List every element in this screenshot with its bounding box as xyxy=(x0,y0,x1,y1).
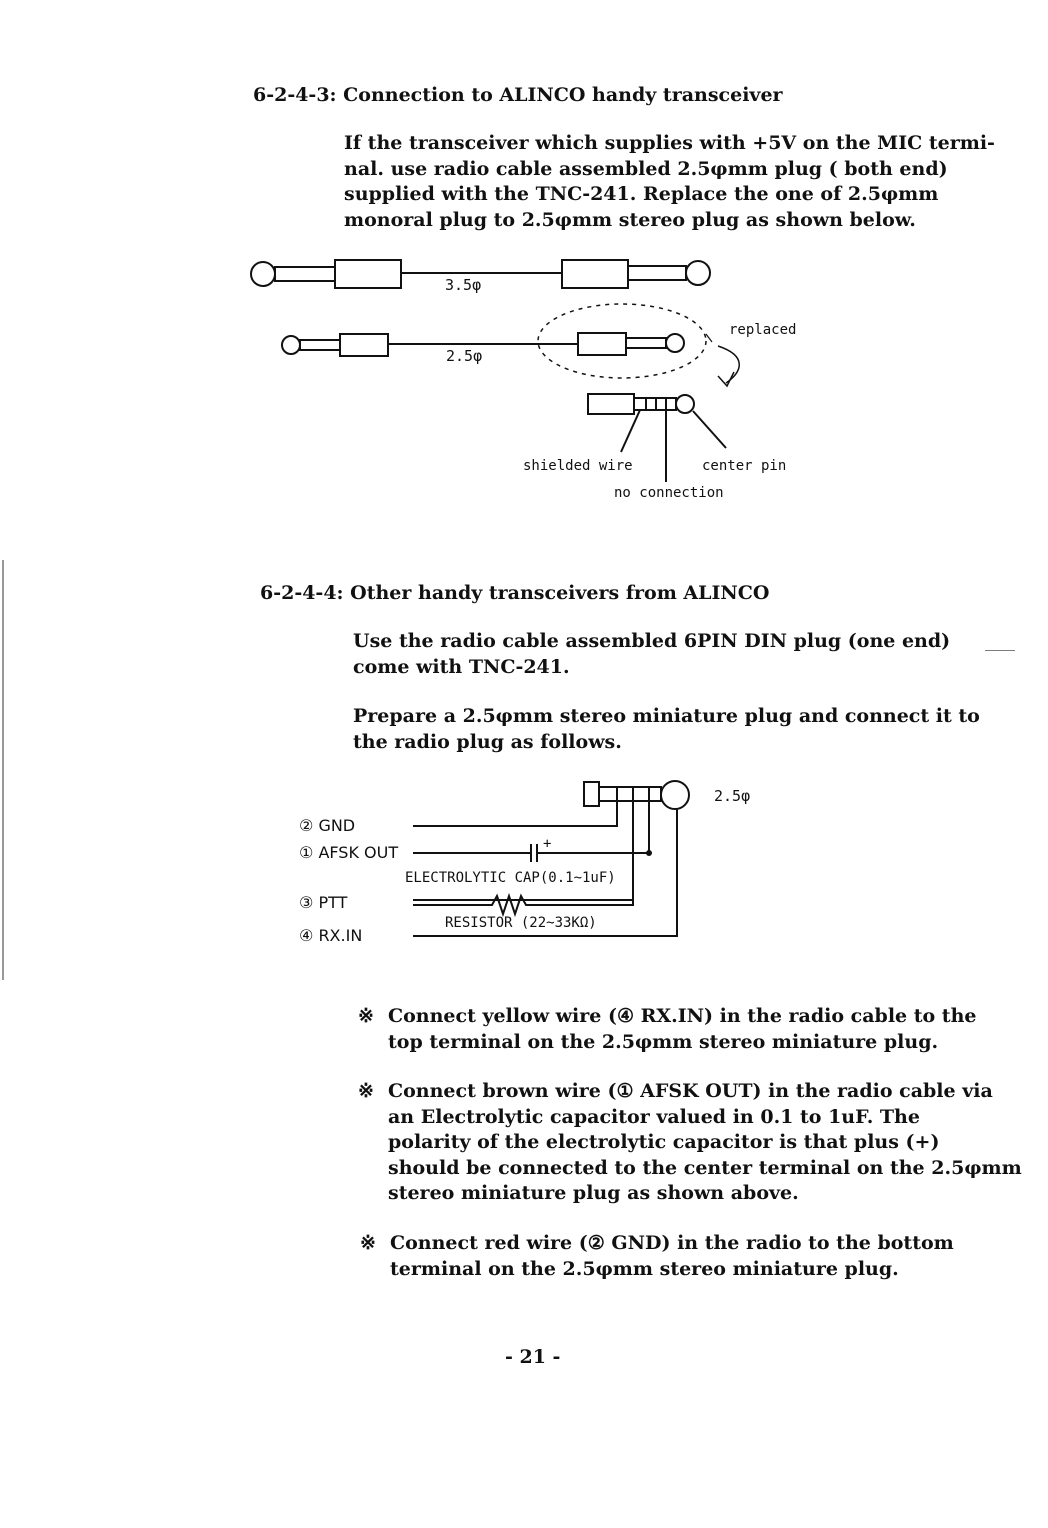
note-line: Connect brown wire (① AFSK OUT) in the radio cable via xyxy=(388,1080,993,1102)
pin-number: ③ xyxy=(299,893,314,912)
plug-25-label: 2.5φ xyxy=(714,787,751,805)
stereo-plug-tip-2 xyxy=(661,781,689,809)
stereo-plug-shaft-2 xyxy=(599,787,661,801)
scan-mark-right xyxy=(985,650,1015,651)
note-brown-wire xyxy=(358,1079,1022,1207)
pin-afsk-out xyxy=(299,843,398,862)
note-line: Connect red wire (② GND) in the radio to the bottom xyxy=(390,1232,954,1254)
pin-name: RX.IN xyxy=(318,926,363,945)
shielded-wire-label: shielded wire xyxy=(523,458,633,474)
note-line: terminal on the 2.5φmm stereo miniature plug. xyxy=(390,1257,899,1280)
plug-shaft-right-35 xyxy=(628,266,686,280)
note-line: should be connected to the center terminal on the 2.5φmm xyxy=(388,1156,1022,1179)
section-heading-6-2-4-3: 6-2-4-3: Connection to ALINCO handy transceiver xyxy=(253,84,783,106)
scan-edge-left xyxy=(2,560,4,980)
note-line: an Electrolytic capacitor valued in 0.1 to 1uF. The xyxy=(388,1105,920,1128)
replaced-label: replaced xyxy=(729,322,797,338)
paragraph-line: monoral plug to 2.5φmm stereo plug as shown below. xyxy=(344,208,916,231)
note-yellow-wire xyxy=(358,1004,977,1055)
pin-name: PTT xyxy=(318,893,348,912)
note-red-wire xyxy=(360,1231,954,1282)
note-line: top terminal on the 2.5φmm stereo miniature plug. xyxy=(388,1030,939,1053)
paragraph-line: the radio plug as follows. xyxy=(353,730,622,753)
replaced-outline xyxy=(538,304,706,378)
pin-name: GND xyxy=(318,816,356,835)
note-line: polarity of the electrolytic capacitor is that plus (+) xyxy=(388,1131,940,1153)
ptt-wire xyxy=(413,896,633,914)
paragraph-line: If the transceiver which supplies with +5V on the MIC termi- xyxy=(344,132,995,154)
pin-number: ④ xyxy=(299,926,314,945)
gnd-wire xyxy=(413,801,617,826)
afsk-junction xyxy=(646,850,652,856)
plug-shaft-left-25 xyxy=(300,340,340,350)
note-line: Connect yellow wire (④ RX.IN) in the radio cable to the xyxy=(388,1005,977,1027)
pin-ptt xyxy=(299,893,347,912)
paragraph-line: come with TNC-241. xyxy=(353,655,570,678)
plug-body-left-35 xyxy=(335,260,401,288)
center-pin-label: center pin xyxy=(702,458,787,474)
cap-plus-sign: + xyxy=(543,836,552,852)
plug-tip-right-35 xyxy=(686,261,710,285)
plug-shaft-left-35 xyxy=(275,267,335,281)
stereo-plug-body xyxy=(588,394,634,414)
paragraph-line: Use the radio cable assembled 6PIN DIN plug (one end) xyxy=(353,630,951,652)
paragraph-line: nal. use radio cable assembled 2.5φmm plug ( both end) xyxy=(344,157,948,180)
pin-number: ① xyxy=(299,843,314,862)
plug-tip-left-25 xyxy=(282,336,300,354)
resistor-label: RESISTOR (22~33KΩ) xyxy=(445,915,597,931)
cable-35-label: 3.5φ xyxy=(445,276,482,294)
pin-name: AFSK OUT xyxy=(318,843,399,862)
plug-body-right-35 xyxy=(562,260,628,288)
plug-shaft-right-25 xyxy=(626,338,666,348)
paragraph-line: Prepare a 2.5φmm stereo miniature plug and connect it to xyxy=(353,705,980,727)
section2-paragraph-2 xyxy=(353,704,980,755)
pin-gnd xyxy=(299,816,355,835)
section2-paragraph-1 xyxy=(353,629,950,680)
reference-mark-icon: ※ xyxy=(358,1005,374,1027)
no-connection-label: no connection xyxy=(614,485,724,501)
reference-mark-icon: ※ xyxy=(358,1080,374,1102)
plug-tip-left-35 xyxy=(251,262,275,286)
page-number: - 21 - xyxy=(505,1346,561,1368)
plug-tip-right-25 xyxy=(666,334,684,352)
cap-label: ELECTROLYTIC CAP(0.1~1uF) xyxy=(405,870,616,886)
note-line: stereo miniature plug as shown above. xyxy=(388,1182,799,1204)
section-heading-6-2-4-4: 6-2-4-4: Other handy transceivers from ALINCO xyxy=(260,582,770,604)
paragraph-line: supplied with the TNC-241. Replace the one of 2.5φmm xyxy=(344,183,939,205)
stereo-plug-body-2 xyxy=(584,782,599,806)
plug-body-right-25 xyxy=(578,333,626,355)
cable-25-label: 2.5φ xyxy=(446,347,483,365)
replaced-arrow xyxy=(718,346,739,383)
stereo-plug-tip xyxy=(676,395,694,413)
reference-mark-icon: ※ xyxy=(360,1232,376,1254)
shielded-leader xyxy=(621,410,640,452)
pin-number: ② xyxy=(299,816,314,835)
plug-body-left-25 xyxy=(340,334,388,356)
pin-rx-in xyxy=(299,926,362,945)
center-leader xyxy=(693,411,726,448)
